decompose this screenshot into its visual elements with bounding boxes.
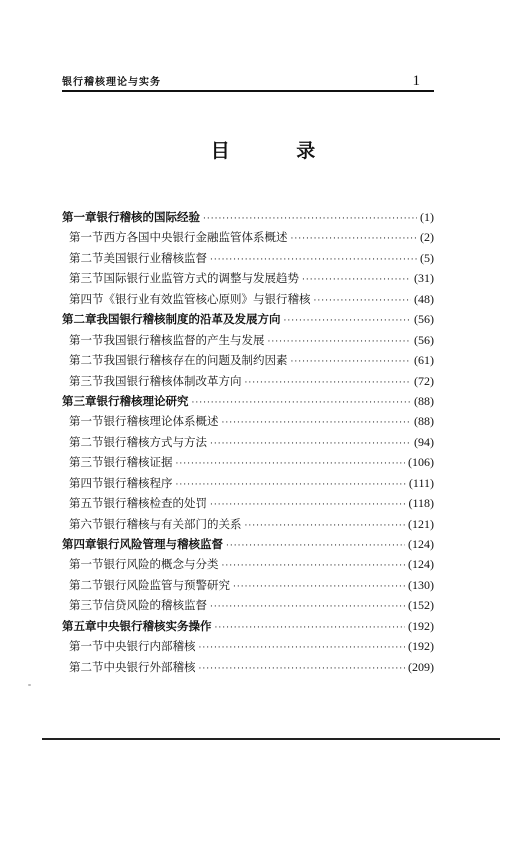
toc-entry-title: 银行风险监管与预警研究 xyxy=(103,577,230,592)
toc-entry-page: (72) xyxy=(414,373,434,388)
toc-section-entry xyxy=(62,597,434,617)
toc-entry-label: 第二节 xyxy=(69,250,104,265)
toc-entry-page: (88) xyxy=(414,414,434,429)
dot-leader xyxy=(245,521,406,531)
toc-entry-title: 银行稽核程序 xyxy=(103,475,173,490)
toc-entry-label: 第六节 xyxy=(69,516,104,531)
toc-entry-label: 第五章 xyxy=(62,618,97,633)
toc-entry-page: (88) xyxy=(414,393,434,408)
toc-section-entry xyxy=(62,556,434,576)
toc-entry-page: (5) xyxy=(420,250,434,265)
toc-entry-label: 第一节 xyxy=(69,557,104,572)
toc-entry-title: 中央银行外部稽核 xyxy=(103,659,196,674)
toc-entry-title: 中央银行内部稽核 xyxy=(103,639,196,654)
toc-entry-title: 银行稽核检查的处罚 xyxy=(103,496,207,511)
toc-entry-title: 中央银行稽核实务操作 xyxy=(96,618,212,633)
dot-leader xyxy=(245,378,412,388)
toc-entry-label: 第一节 xyxy=(69,414,104,429)
toc-entry-label: 第五节 xyxy=(69,496,104,511)
toc-entry-title: 我国银行稽核存在的问题及制约因素 xyxy=(103,353,288,368)
dot-leader xyxy=(199,643,406,653)
toc-entry-title: 信贷风险的稽核监督 xyxy=(103,598,207,613)
dot-leader xyxy=(210,255,417,265)
dot-leader xyxy=(222,418,412,428)
dot-leader xyxy=(233,582,405,592)
toc-entry-label: 第二节 xyxy=(69,577,104,592)
toc-entry-title: 西方各国中央银行金融监管体系概述 xyxy=(103,230,288,245)
toc-entry-label: 第三节 xyxy=(69,373,104,388)
toc-entry-title: 我国银行稽核体制改革方向 xyxy=(103,373,242,388)
toc-entry-page: (56) xyxy=(414,312,434,327)
toc-entry-page: (1) xyxy=(420,210,434,224)
toc-chapter-entry xyxy=(62,311,434,331)
running-title: 银行稽核理论与实务 xyxy=(62,77,161,88)
toc-entry-title: 国际银行业监管方式的调整与发展趋势 xyxy=(103,271,299,286)
toc-entry-title: 银行稽核理论体系概述 xyxy=(103,414,219,429)
toc-entry-title: 银行风险的概念与分类 xyxy=(103,557,219,572)
toc-entry-label: 第四节 xyxy=(69,291,104,306)
toc-entry-title: 银行稽核与有关部门的关系 xyxy=(103,516,242,531)
page-header xyxy=(62,70,434,92)
toc-entry-page: (111) xyxy=(408,475,434,490)
toc-entry-label: 第二节 xyxy=(69,353,104,368)
dot-leader xyxy=(291,234,418,244)
toc-entry-page: (124) xyxy=(408,557,434,572)
dot-leader xyxy=(176,480,406,490)
toc-section-entry xyxy=(62,638,434,658)
toc-section-entry xyxy=(62,250,434,270)
toc-entry-page: (106) xyxy=(408,455,434,470)
toc-entry-label: 第二节 xyxy=(69,659,104,674)
toc-chapter-entry xyxy=(62,209,434,229)
table-of-contents xyxy=(62,209,434,679)
toc-entry-label: 第三节 xyxy=(69,271,104,286)
toc-entry-page: (209) xyxy=(408,659,434,674)
toc-section-entry xyxy=(62,495,434,515)
dot-leader xyxy=(226,541,405,551)
toc-entry-page: (48) xyxy=(414,291,434,306)
toc-entry-page: (152) xyxy=(408,598,434,613)
dot-leader xyxy=(302,275,411,285)
dot-leader xyxy=(176,459,406,469)
toc-section-entry xyxy=(62,352,434,372)
toc-entry-title: 银行稽核证据 xyxy=(103,455,173,470)
toc-entry-page: (192) xyxy=(408,639,434,654)
dot-leader xyxy=(314,296,412,306)
toc-entry-label: 第三节 xyxy=(69,598,104,613)
toc-section-entry xyxy=(62,577,434,597)
dot-leader xyxy=(199,664,406,674)
toc-section-entry xyxy=(62,332,434,352)
toc-entry-label: 第二节 xyxy=(69,434,104,449)
dot-leader xyxy=(215,623,406,633)
toc-section-entry xyxy=(62,229,434,249)
toc-chapter-entry xyxy=(62,393,434,413)
toc-entry-label: 第三节 xyxy=(69,455,104,470)
toc-entry-label: 第四章 xyxy=(62,537,97,551)
toc-section-entry xyxy=(62,413,434,433)
toc-section-entry xyxy=(62,270,434,290)
toc-entry-title: 我国银行稽核监督的产生与发展 xyxy=(103,332,265,347)
toc-entry-label: 第二章 xyxy=(62,312,97,327)
dot-leader xyxy=(222,561,406,571)
toc-section-entry xyxy=(62,373,434,393)
toc-entry-title: 我国银行稽核制度的沿革及发展方向 xyxy=(96,312,281,327)
page-number: 1 xyxy=(412,73,420,89)
toc-section-entry xyxy=(62,454,434,474)
toc-entry-label: 第三章 xyxy=(62,393,97,408)
dot-leader xyxy=(192,398,412,408)
header-rule xyxy=(62,90,434,92)
toc-entry-title: 美国银行业稽核监督 xyxy=(103,250,207,265)
toc-section-entry xyxy=(62,434,434,454)
toc-entry-label: 第一节 xyxy=(69,639,104,654)
toc-section-entry xyxy=(62,516,434,536)
dot-leader xyxy=(284,316,412,326)
toc-chapter-entry xyxy=(62,618,434,638)
toc-section-entry xyxy=(62,659,434,679)
dot-leader xyxy=(210,439,411,449)
dot-leader xyxy=(291,357,412,367)
dot-leader xyxy=(210,500,405,510)
toc-entry-page: (192) xyxy=(408,618,434,633)
dot-leader xyxy=(210,602,405,612)
toc-entry-title: 银行稽核的国际经验 xyxy=(96,210,200,224)
toc-entry-page: (56) xyxy=(414,332,434,347)
toc-entry-title: 《银行业有效监管核心原则》与银行稽核 xyxy=(103,291,311,306)
toc-entry-page: (94) xyxy=(414,434,434,449)
toc-entry-page: (61) xyxy=(414,353,434,368)
toc-entry-title: 银行风险管理与稽核监督 xyxy=(96,537,223,551)
toc-entry-page: (2) xyxy=(420,230,434,245)
toc-entry-page: (31) xyxy=(414,271,434,286)
toc-entry-title: 银行稽核方式与方法 xyxy=(103,434,207,449)
footer-rule xyxy=(42,738,500,740)
toc-entry-label: 第一节 xyxy=(69,332,104,347)
dot-leader xyxy=(203,214,417,224)
scan-speck xyxy=(28,684,31,686)
dot-leader xyxy=(268,337,412,347)
toc-chapter-entry xyxy=(62,536,434,556)
toc-entry-label: 第一章 xyxy=(62,210,97,224)
toc-entry-page: (121) xyxy=(408,516,434,531)
toc-entry-page: (118) xyxy=(408,496,434,511)
toc-entry-label: 第四节 xyxy=(69,475,104,490)
toc-entry-label: 第一节 xyxy=(69,230,104,245)
contents-title: 目 录 xyxy=(210,140,346,162)
toc-section-entry xyxy=(62,291,434,311)
toc-section-entry xyxy=(62,475,434,495)
toc-entry-title: 银行稽核理论研究 xyxy=(96,393,189,408)
toc-entry-page: (130) xyxy=(408,577,434,592)
toc-entry-page: (124) xyxy=(408,537,434,551)
